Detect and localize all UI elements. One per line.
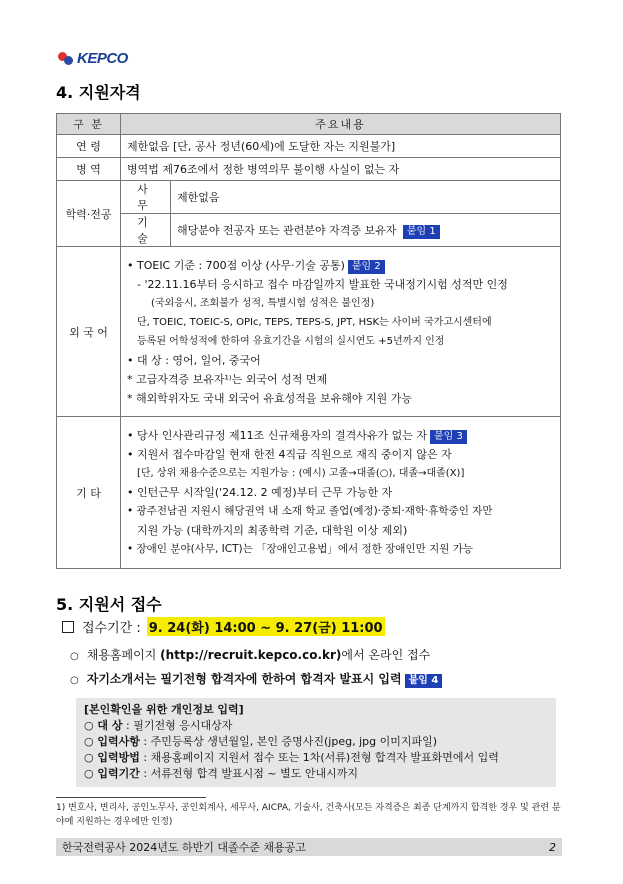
military-label: 병 역 — [57, 158, 121, 181]
table-row-language — [57, 247, 561, 417]
footer-text: 한국전력공사 2024년도 하반기 대졸수준 채용공고 — [62, 841, 306, 854]
education-tech-label: 기 술 — [121, 214, 171, 247]
table-header-row — [57, 114, 561, 135]
info-target-text: : 필기전형 응시대상자 — [122, 719, 233, 732]
other-line-2: • 지원서 접수마감일 현재 한전 4직급 직원으로 재직 중이지 않은 자 — [127, 448, 452, 461]
application-period — [62, 617, 385, 636]
table-row-military — [57, 158, 561, 181]
page-footer — [56, 838, 562, 856]
education-office-content: 제한없음 — [171, 181, 561, 214]
info-target-label: ○ 대 상 — [84, 719, 123, 732]
circle-bullet-icon: ○ — [70, 651, 79, 662]
language-line-7: * 고급자격증 보유자¹⁾는 외국어 성적 면제 — [127, 372, 328, 386]
footnote: 1) 변호사, 변리사, 공인노무사, 공인회계사, 세무사, AICPA, 기술사, 건축사(모든 자격증은 최종 단계까지 합격한 경우 및 관련 분야에 지원하는 경우에만 인정) — [56, 803, 561, 827]
military-content: 병역법 제76조에서 정한 병역의무 불이행 사실이 없는 자 — [121, 158, 561, 181]
header-content: 주요내용 — [121, 114, 561, 135]
table-row-education-office — [57, 181, 561, 214]
header-category: 구 분 — [57, 114, 121, 135]
recruit-site-link[interactable]: (http://recruit.kepco.co.kr) — [160, 648, 342, 662]
period-value: 9. 24(화) 14:00 ~ 9. 27(금) 11:00 — [147, 617, 385, 636]
section-4-title: 4. 지원자격 — [56, 83, 141, 102]
other-line-1: • 당사 인사관리규정 제11조 신규채용자의 결격사유가 없는 자 — [127, 429, 427, 442]
info-period-text: : 서류전형 합격 발표시점 ~ 별도 안내시까지 — [139, 767, 358, 780]
circle-bullet-icon: ○ — [70, 675, 79, 686]
attachment-4-badge: 붙임 4 — [405, 674, 443, 688]
language-line-6: • 대 상 : 영어, 일어, 중국어 — [127, 353, 261, 367]
self-intro-text: 자기소개서는 필기전형 합격자에 한하여 합격자 발표시 입력 — [86, 672, 402, 686]
logo-text: KEPCO — [77, 50, 128, 67]
other-content — [121, 417, 561, 569]
attachment-3-badge: 붙임 3 — [430, 430, 467, 444]
other-line-4: • 인턴근무 시작일('24.12. 2 예정)부터 근무 가능한 자 — [127, 486, 393, 499]
info-items-text: : 주민등록상 생년월일, 본인 증명사진(jpeg, jpg 이미지파일) — [139, 735, 438, 748]
language-line-2: - '22.11.16부터 응시하고 접수 마감일까지 발표한 국내정기시험 성적만 인정 — [137, 277, 508, 291]
section-5-title: 5. 지원서 접수 — [56, 595, 162, 614]
language-line-4: 단, TOEIC, TOEIC-S, OPIc, TEPS, TEPS-S, JPT, HSK는 사이버 국가고시센터에 — [137, 316, 492, 328]
table-row-education-tech — [57, 214, 561, 247]
education-tech-cell — [171, 214, 561, 247]
age-label: 연 령 — [57, 135, 121, 158]
identity-info-box — [76, 698, 556, 787]
checkbox-icon — [62, 621, 74, 633]
language-line-5: 등록된 어학성적에 한하여 유효기간을 시험의 실시연도 +5년까지 인정 — [137, 335, 445, 347]
attachment-2-badge: 붙임 2 — [348, 260, 385, 274]
education-label: 학력·전공 — [57, 181, 121, 247]
language-label: 외 국 어 — [57, 247, 121, 417]
info-period-label: ○ 입력기간 — [84, 767, 140, 780]
info-method-text: : 채용홈페이지 지원서 접수 또는 1차(서류)전형 합격자 발표화면에서 입력 — [139, 751, 499, 764]
language-line-3: (국외응시, 조회불가 성적, 특별시험 성적은 불인정) — [151, 297, 375, 309]
kepco-logo — [58, 50, 128, 67]
other-line-3: [단, 상위 채용수준으로는 지원가능 : (예시) 고졸→대졸(○), 대졸→대졸(X)] — [137, 468, 465, 479]
language-line-8: * 해외학위자도 국내 외국어 유효성적을 보유해야 지원 가능 — [127, 391, 412, 405]
period-label: 접수기간 : — [82, 621, 141, 636]
other-line-6: 지원 가능 (대학까지의 최종학력 기준, 대학원 이상 제외) — [137, 524, 408, 537]
education-tech-content: 해당분야 전공자 또는 관련분야 자격증 보유자 — [177, 223, 397, 237]
table-row-other — [57, 417, 561, 569]
online-apply-post: 에서 온라인 접수 — [341, 648, 431, 662]
kepco-logo-icon — [58, 52, 74, 66]
online-apply-pre: 채용홈페이지 — [86, 648, 161, 662]
other-line-5: • 광주전남권 지원시 해당권역 내 소재 학교 졸업(예정)·중퇴·재학·휴학중인 자만 — [127, 505, 493, 517]
info-box-title: [본인확인을 위한 개인정보 입력] — [84, 703, 244, 716]
language-line-1: • TOEIC 기준 : 700점 이상 (사무·기술 공통) — [127, 258, 345, 272]
bullet-self-intro — [70, 670, 442, 688]
qualification-table — [56, 113, 561, 569]
footnote-divider — [56, 797, 206, 798]
age-content: 제한없음 [단, 공사 정년(60세)에 도달한 자는 지원불가] — [121, 135, 561, 158]
info-items-label: ○ 입력사항 — [84, 735, 140, 748]
bullet-online-apply — [70, 646, 430, 663]
info-method-label: ○ 입력방법 — [84, 751, 140, 764]
language-content — [121, 247, 561, 417]
other-label: 기 타 — [57, 417, 121, 569]
attachment-1-badge: 붙임 1 — [403, 225, 440, 239]
education-office-label: 사 무 — [121, 181, 171, 214]
table-row-age — [57, 135, 561, 158]
other-line-7: • 장애인 분야(사무, ICT)는 「장애인고용법」에서 정한 장애인만 지원 가능 — [127, 543, 473, 555]
page-number: 2 — [549, 840, 556, 854]
